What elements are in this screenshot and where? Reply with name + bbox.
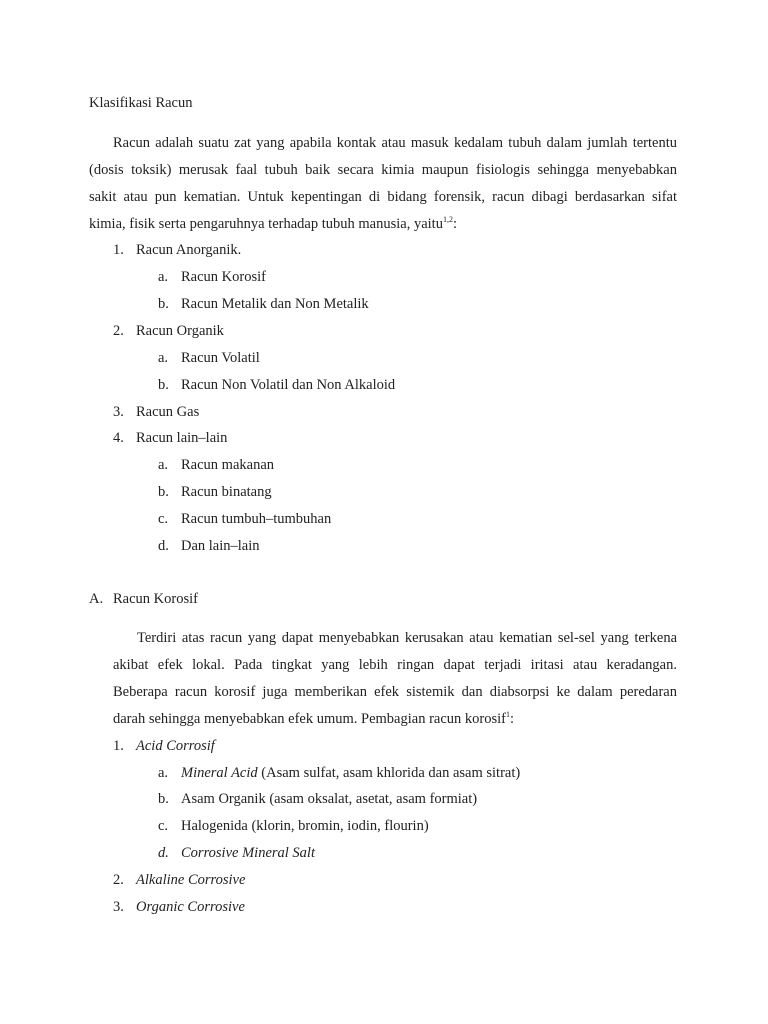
sub-letter: a.	[158, 269, 169, 285]
sub-letter: b.	[158, 791, 169, 807]
intro-line-4-end: :	[452, 216, 457, 232]
section-letter: A.	[89, 591, 104, 607]
citation-sup: 1,2	[442, 215, 453, 224]
sub-letter: a.	[158, 765, 169, 781]
sub-letter: a.	[158, 350, 169, 366]
sub-item: Racun binatang	[181, 484, 272, 500]
sub-letter: d.	[158, 845, 169, 861]
intro-line-4-text: kimia, fisik serta pengaruhnya terhadap tubuh manusia, yaitu	[89, 216, 443, 232]
section-a-line-1: Terdiri atas racun yang dapat menyebabkan kerusakan atau kematian sel-sel yang terkena	[137, 630, 677, 646]
sub-letter: b.	[158, 296, 169, 312]
sub-letter: b.	[158, 484, 169, 500]
sub-letter: c.	[158, 818, 169, 834]
page-title: Klasifikasi Racun	[89, 95, 193, 111]
sub-letter: c.	[158, 511, 169, 527]
citation-sup: 1	[505, 710, 510, 719]
section-a-line-4-end: :	[509, 711, 515, 727]
list-item: Racun Gas	[136, 404, 200, 420]
list-item-text: Organic Corrosive	[136, 899, 245, 915]
sub-letter: b.	[158, 377, 169, 393]
list-item	[136, 737, 215, 755]
section-a-line-2: akibat efek lokal. Pada tingkat yang lebih ringan dapat terjadi iritasi atau keradangan.	[113, 657, 677, 673]
sub-item: Halogenida (klorin, bromin, iodin, flourin)	[181, 818, 429, 834]
sub-item: Racun tumbuh–tumbuhan	[181, 511, 332, 527]
list-number: 1.	[113, 242, 124, 258]
sub-item: Racun Metalik dan Non Metalik	[181, 296, 369, 312]
sub-item: Racun Korosif	[181, 269, 266, 285]
intro-line-1: Racun adalah suatu zat yang apabila kontak atau masuk kedalam tubuh dalam jumlah tertentu	[113, 135, 677, 151]
list-item-text: Acid Corrosif	[136, 738, 215, 754]
section-a-line-4	[113, 710, 514, 728]
section-heading: Racun Korosif	[113, 591, 198, 607]
intro-line-2: (dosis toksik) merusak faal tubuh baik secara kimia maupun fisiologis sehingga menyebabkan	[89, 162, 677, 178]
sub-item-rest: (Asam sulfat, asam khlorida dan asam sitrat)	[257, 765, 521, 781]
section-a-line-4-text: darah sehingga menyebabkan efek umum. Pembagian racun korosif	[113, 711, 506, 727]
sub-item	[181, 764, 520, 782]
sub-letter: a.	[158, 457, 169, 473]
sub-item: Racun Volatil	[181, 350, 260, 366]
list-item	[136, 871, 245, 889]
list-number: 4.	[113, 430, 124, 446]
sub-item: Racun makanan	[181, 457, 275, 473]
sub-item-italic: Mineral Acid	[181, 765, 258, 781]
list-item	[136, 898, 245, 916]
sub-item: Asam Organik (asam oksalat, asetat, asam formiat)	[181, 791, 478, 807]
sub-letter: d.	[158, 538, 169, 554]
sub-item	[181, 844, 315, 862]
intro-line-3: sakit atau pun kematian. Untuk kepentingan di bidang forensik, racun dibagi berdasarkan sifat	[89, 189, 677, 205]
sub-item: Racun Non Volatil dan Non Alkaloid	[181, 377, 396, 393]
list-number: 2.	[113, 872, 124, 888]
sub-item: Dan lain–lain	[181, 538, 260, 554]
intro-line-4	[89, 215, 457, 233]
list-number: 3.	[113, 404, 124, 420]
list-item: Racun Organik	[136, 323, 224, 339]
sub-item-italic: Corrosive Mineral Salt	[181, 845, 315, 861]
list-item-text: Alkaline Corrosive	[136, 872, 246, 888]
list-number: 3.	[113, 899, 124, 915]
list-item: Racun lain–lain	[136, 430, 228, 446]
section-a-line-3: Beberapa racun korosif juga memberikan efek sistemik dan diabsorpsi ke dalam peredaran	[113, 684, 677, 700]
list-item: Racun Anorganik.	[136, 242, 242, 258]
list-number: 1.	[113, 738, 124, 754]
list-number: 2.	[113, 323, 124, 339]
